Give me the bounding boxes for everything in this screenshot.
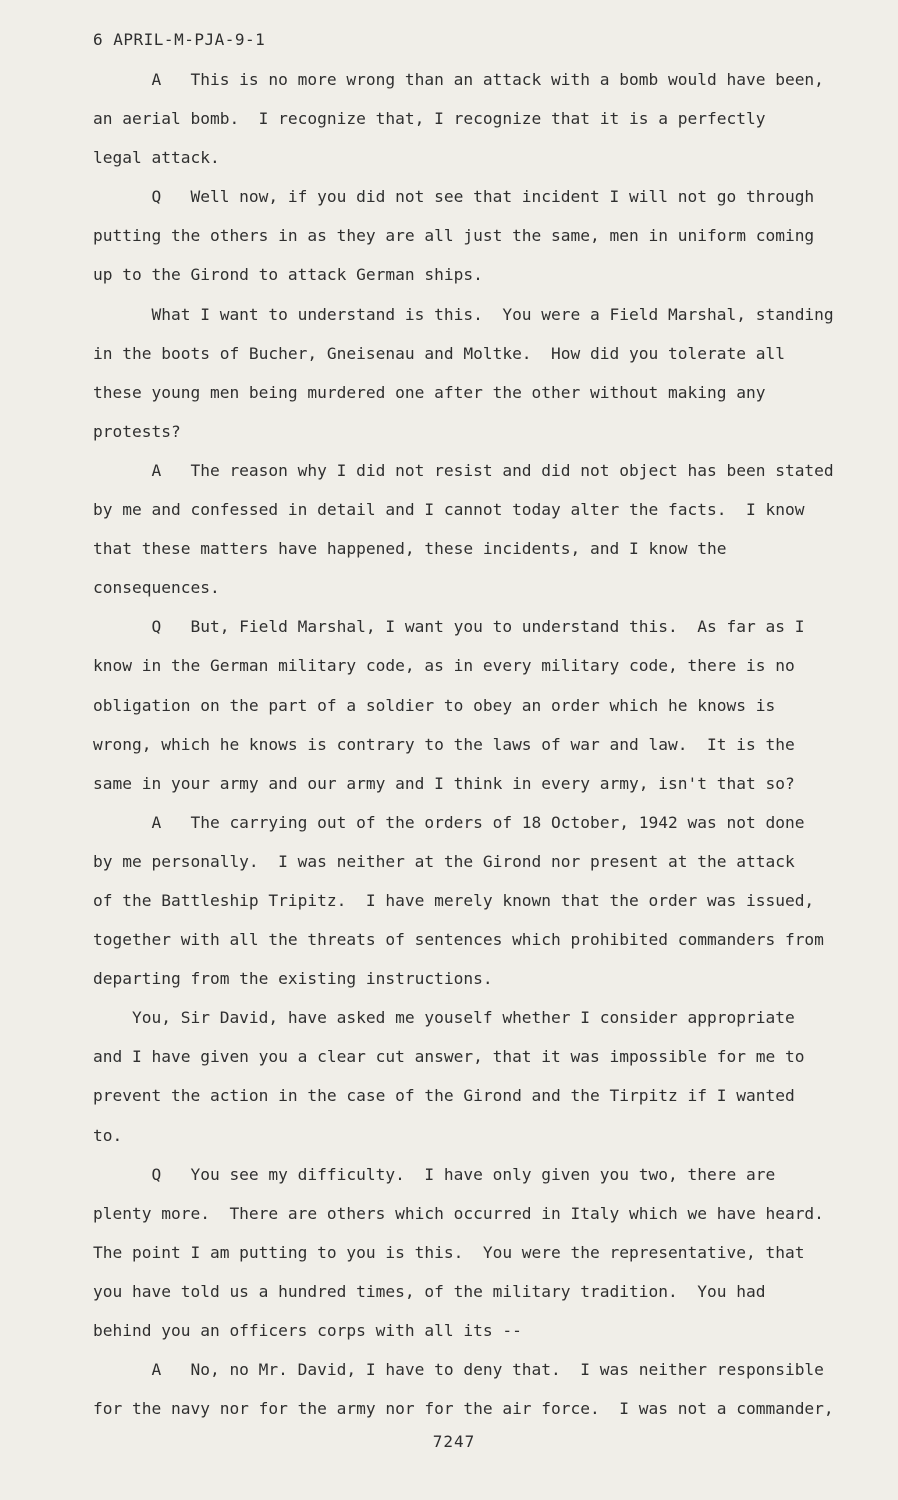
text-line: that these matters have happened, these incidents, and I know the — [93, 539, 727, 559]
text-line: for the navy nor for the army nor for the air force. I was not a commander, — [93, 1399, 834, 1419]
text-line: legal attack. — [93, 148, 220, 168]
transcript-body — [93, 60, 833, 1428]
text-line: wrong, which he knows is contrary to the laws of war and law. It is the — [93, 734, 795, 754]
text-line: obligation on the part of a soldier to obey an order which he knows is — [93, 695, 776, 715]
text-line: A This is no more wrong than an attack with a bomb would have been, — [93, 70, 824, 89]
text-line: departing from the existing instructions. — [93, 969, 493, 989]
text-line: Q You see my difficulty. I have only given you two, there are — [93, 1164, 776, 1184]
text-line: putting the others in as they are all just the same, men in uniform coming — [93, 226, 815, 246]
page-number: 7247 — [432, 1432, 476, 1451]
text-line: behind you an officers corps with all its -- — [93, 1321, 522, 1340]
text-line: same in your army and our army and I think in every army, isn't that so? — [93, 773, 795, 793]
text-line: Q But, Field Marshal, I want you to understand this. As far as I — [93, 617, 805, 637]
text-line: A No, no Mr. David, I have to deny that. I was neither responsible — [93, 1360, 824, 1380]
text-line: by me personally. I was neither at the Girond nor present at the attack — [93, 851, 795, 871]
text-line: A The carrying out of the orders of 18 October, 1942 was not done — [93, 812, 805, 832]
text-line: prevent the action in the case of the Girond and the Tirpitz if I wanted — [93, 1086, 795, 1106]
text-line: protests? — [93, 421, 181, 441]
text-line: consequences. — [93, 578, 220, 598]
text-line: You, Sir David, have asked me youself whether I consider appropriate — [93, 1008, 795, 1028]
text-line: by me and confessed in detail and I cannot today alter the facts. I know — [93, 500, 805, 520]
page-header: 6 APRIL-M-PJA-9-1 — [93, 30, 266, 49]
text-line: and I have given you a clear cut answer, that it was impossible for me to — [93, 1047, 805, 1067]
text-line: in the boots of Bucher, Gneisenau and Moltke. How did you tolerate all — [93, 343, 785, 363]
text-line: you have told us a hundred times, of the military tradition. You had — [93, 1281, 766, 1301]
text-line: these young men being murdered one after the other without making any — [93, 382, 766, 402]
text-line: What I want to understand is this. You were a Field Marshal, standing — [93, 304, 834, 324]
text-line: together with all the threats of sentences which prohibited commanders from — [93, 930, 824, 950]
text-line: know in the German military code, as in every military code, there is no — [93, 656, 795, 676]
text-line: to. — [93, 1125, 123, 1145]
text-line: The point I am putting to you is this. You were the representative, that — [93, 1242, 805, 1262]
text-line: up to the Girond to attack German ships. — [93, 265, 483, 285]
text-line: A The reason why I did not resist and did not object has been stated — [93, 460, 834, 480]
text-line: Q Well now, if you did not see that incident I will not go through — [93, 187, 815, 207]
text-line: of the Battleship Tripitz. I have merely known that the order was issued, — [93, 890, 815, 910]
text-line: plenty more. There are others which occurred in Italy which we have heard. — [93, 1203, 824, 1223]
text-line: an aerial bomb. I recognize that, I recognize that it is a perfectly — [93, 109, 766, 129]
